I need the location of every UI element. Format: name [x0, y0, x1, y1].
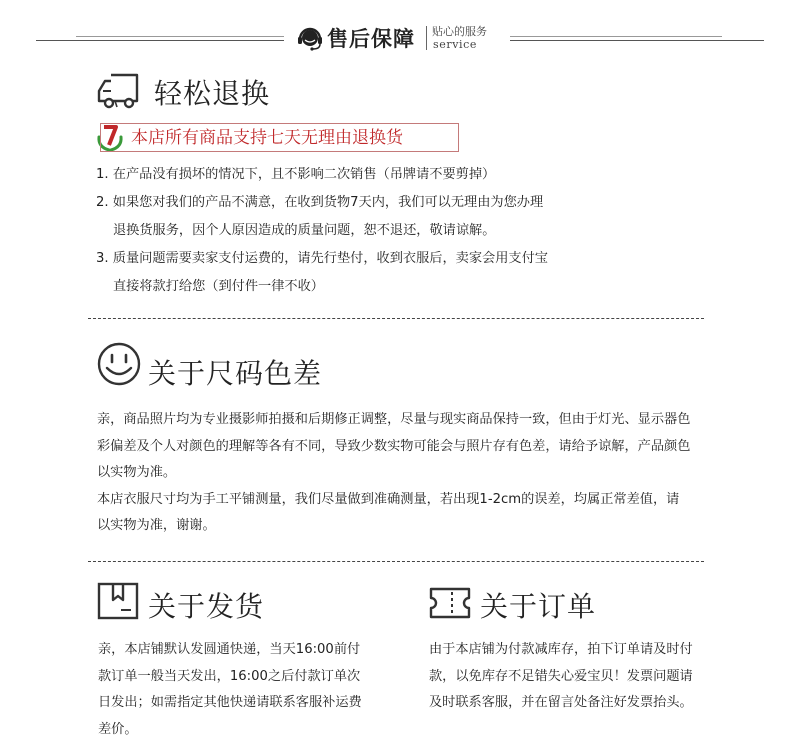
order-line-2: 款，以免库存不足错失心爱宝贝！发票问题请 [429, 668, 693, 684]
header-rule-left-inner [76, 36, 284, 37]
order-line-1: 由于本店铺为付款减库存，拍下订单请及时付 [429, 642, 693, 657]
return-item-1: 1. 在产品没有损坏的情况下，且不影响二次销售（吊牌请不要剪掉） [96, 167, 496, 182]
size-line-5: 以实物为准，谢谢。 [97, 518, 216, 533]
customer-service-headset-icon [296, 24, 324, 52]
return-item-3-cont: 直接将款打给您（到付件一律不收） [113, 279, 324, 294]
order-line-3: 及时联系客服，并在留言处备注好发票抬头。 [429, 695, 693, 710]
header-rule-right-inner [510, 36, 722, 37]
return-item-2: 2. 如果您对我们的产品不满意，在收到货物7天内，我们可以无理由为您办理 [96, 195, 544, 210]
header-subtitle-cn: 贴心的服务 [432, 25, 487, 38]
package-box-icon [97, 582, 139, 620]
section-title-order: 关于订单 [480, 590, 597, 623]
size-line-4: 本店衣服尺寸均为手工平铺测量，我们尽量做到准确测量，若出现1-2cm的误差，均属正常差值，请 [97, 491, 680, 507]
notice-text: 本店所有商品支持七天无理由退换货 [131, 128, 403, 148]
header-title: 售后保障 [327, 27, 415, 51]
header-divider [426, 26, 427, 50]
shipping-line-3: 日发出；如需指定其他快递请联系客服补运费 [98, 695, 362, 710]
ticket-icon [428, 586, 472, 620]
shipping-line-2: 款订单一般当天发出，16:00之后付款订单次 [98, 668, 361, 684]
smiley-face-icon [96, 341, 142, 387]
truck-icon [97, 71, 141, 111]
section-title-shipping: 关于发货 [148, 590, 265, 623]
order-paragraph [429, 637, 729, 717]
header-rule-left-outer [36, 40, 284, 41]
section-divider-1 [88, 318, 704, 319]
shipping-paragraph [98, 637, 398, 743]
return-item-2-cont: 退换货服务，因个人原因造成的质量问题，恕不退还，敬请谅解。 [113, 223, 496, 238]
size-line-1: 亲，商品照片均为专业摄影师拍摄和后期修正调整，尽量与现实商品保持一致，但由于灯光、显示器色 [97, 412, 691, 427]
section-title-return: 轻松退换 [154, 77, 271, 110]
header-rule-right-outer [510, 40, 764, 41]
size-line-2: 彩偏差及个人对颜色的理解等各有不同，导致少数实物可能会与照片存有色差，请给予谅解，产品颜色 [97, 438, 691, 454]
header-subtitle-en: service [433, 38, 478, 51]
seven-day-return-notice [100, 123, 459, 152]
section-title-size: 关于尺码色差 [148, 357, 323, 390]
size-line-3: 以实物为准。 [97, 465, 177, 480]
shipping-line-1: 亲，本店铺默认发圆通快递，当天16:00前付 [98, 642, 361, 657]
return-item-3: 3. 质量问题需要卖家支付运费的，请先行垫付，收到衣服后，卖家会用支付宝 [96, 251, 548, 266]
shipping-line-4: 差价。 [98, 721, 138, 737]
size-paragraph [97, 407, 717, 540]
section-divider-2 [88, 561, 704, 562]
